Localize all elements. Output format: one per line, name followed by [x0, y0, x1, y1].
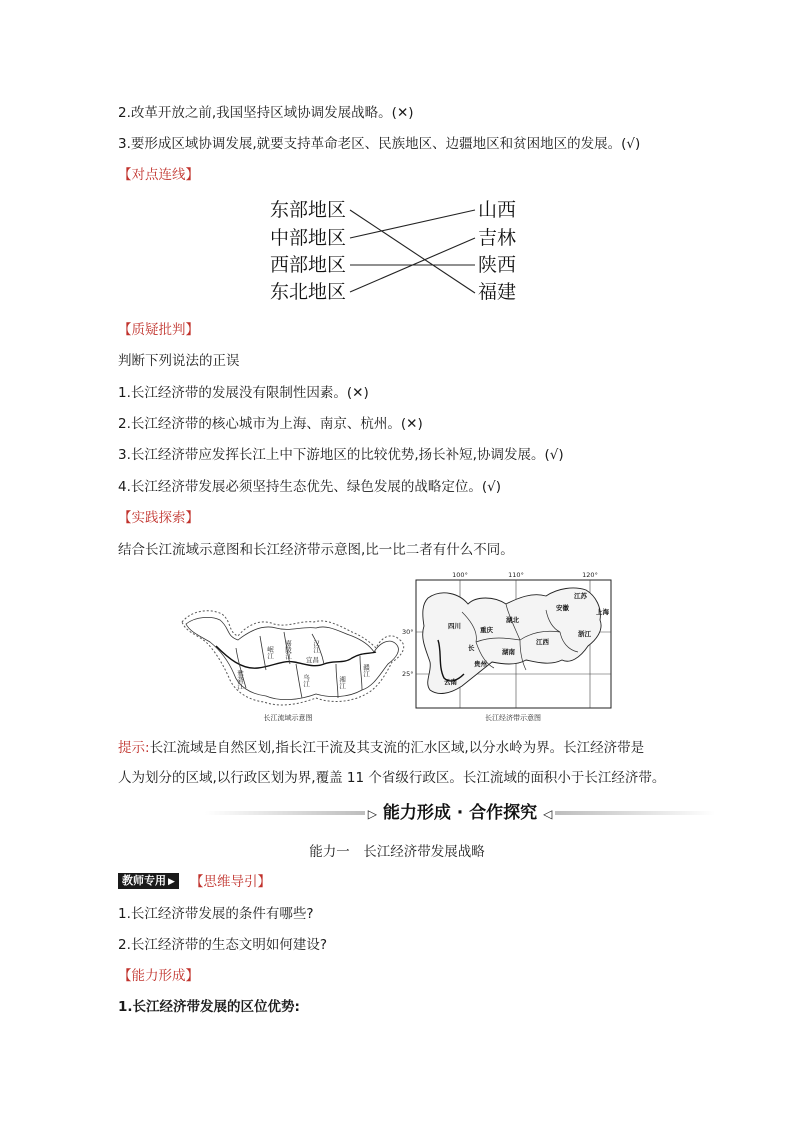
- label-yalong: 雅砻江: [236, 670, 244, 690]
- right-map-caption: 长江经济带示意图: [485, 714, 541, 722]
- play-icon: ▶: [168, 877, 175, 887]
- label-zhejiang: 浙江: [578, 630, 591, 638]
- label-chang: 长: [468, 644, 475, 652]
- match-left-1: 东部地区: [270, 199, 347, 221]
- section-heading-match: 【对点连线】: [118, 167, 199, 183]
- economic-belt-map: [402, 571, 611, 722]
- section-heading-guide: 【思维导引】: [190, 874, 271, 890]
- match-right-4: 福建: [478, 281, 517, 303]
- label-jiangxi: 江西: [536, 638, 549, 646]
- match-right-1: 山西: [478, 199, 517, 221]
- label-shanghai: 上海: [596, 608, 609, 616]
- teacher-only-badge: [118, 873, 179, 889]
- guide-question-1: 1.长江经济带发展的条件有哪些?: [118, 906, 314, 922]
- label-xiang: 湘江: [338, 676, 346, 689]
- hint-label: 提示:: [118, 740, 150, 756]
- banner-arrow-left-icon: ▷: [367, 807, 377, 821]
- label-hunan: 湖南: [502, 648, 515, 656]
- label-yunnan: 云南: [444, 678, 457, 686]
- label-jialing: 嘉陵江: [284, 640, 292, 660]
- ability-title: 能力一 长江经济带发展战略: [309, 844, 485, 860]
- judge-item-1: 1.长江经济带的发展没有限制性因素。(✕): [118, 385, 369, 401]
- lon-100: 100°: [452, 571, 468, 579]
- matching-diagram: [270, 198, 530, 306]
- match-right-2: 吉林: [478, 227, 517, 249]
- left-map-caption: 长江流域示意图: [263, 714, 313, 722]
- lat-30: 30°: [402, 628, 414, 636]
- section-banner: [205, 800, 715, 826]
- label-hubei: 湖北: [506, 616, 519, 624]
- label-yichang: 宜昌: [306, 656, 319, 664]
- label-han: 汉江: [312, 640, 320, 653]
- match-left-4: 东北地区: [270, 281, 347, 303]
- judge-item-3: 3.长江经济带应发挥长江上中下游地区的比较优势,扬长补短,协调发展。(√): [118, 447, 564, 463]
- statement-2: 2.改革开放之前,我国坚持区域协调发展战略。(✕): [118, 105, 414, 121]
- hint-line-2: 人为划分的区域,以行政区划为界,覆盖 11 个省级行政区。长江流域的面积小于长江经济带。: [118, 770, 666, 786]
- label-anhui: 安徽: [556, 604, 569, 612]
- label-wu: 乌江: [302, 674, 310, 687]
- label-min: 岷江: [266, 646, 274, 659]
- hint-text-1: 长江流域是自然区划,指长江干流及其支流的汇水区域,以分水岭为界。长江经济带是: [149, 740, 645, 756]
- label-guizhou: 贵州: [474, 660, 487, 668]
- banner-title: [205, 800, 715, 827]
- maps-figure: [176, 570, 616, 730]
- label-gan: 赣江: [362, 664, 370, 677]
- judge-item-4: 4.长江经济带发展必须坚持生态优先、绿色发展的战略定位。(√): [118, 479, 502, 495]
- hint-line-1: [118, 738, 644, 758]
- judge-item-2: 2.长江经济带的核心城市为上海、南京、杭州。(✕): [118, 416, 423, 432]
- match-right-3: 陕西: [478, 254, 517, 276]
- label-chongqing: 重庆: [480, 626, 493, 634]
- label-jiangsu: 江苏: [574, 592, 587, 600]
- banner-title-text: 能力形成 · 合作探究: [382, 803, 538, 823]
- section-heading-judge: 【质疑批判】: [118, 322, 199, 338]
- section-heading-practice: 【实践探索】: [118, 510, 199, 526]
- practice-prompt: 结合长江流域示意图和长江经济带示意图,比一比二者有什么不同。: [118, 542, 514, 558]
- judge-prompt: 判断下列说法的正误: [118, 353, 240, 369]
- lon-110: 110°: [508, 571, 524, 579]
- lon-120: 120°: [582, 571, 598, 579]
- badge-text: 教师专用: [122, 874, 166, 887]
- guide-question-2: 2.长江经济带的生态文明如何建设?: [118, 937, 328, 953]
- yangtze-basin-map: [182, 611, 404, 722]
- lat-25: 25°: [402, 670, 414, 678]
- section-heading-form: 【能力形成】: [118, 968, 199, 984]
- label-sichuan: 四川: [448, 622, 461, 630]
- match-left-2: 中部地区: [270, 227, 347, 249]
- match-left-3: 西部地区: [270, 254, 347, 276]
- statement-3: 3.要形成区域协调发展,就要支持革命老区、民族地区、边疆地区和贫困地区的发展。(√): [118, 136, 641, 152]
- point-1-heading: 1.长江经济带发展的区位优势:: [118, 999, 300, 1015]
- banner-arrow-right-icon: ◁: [543, 807, 553, 821]
